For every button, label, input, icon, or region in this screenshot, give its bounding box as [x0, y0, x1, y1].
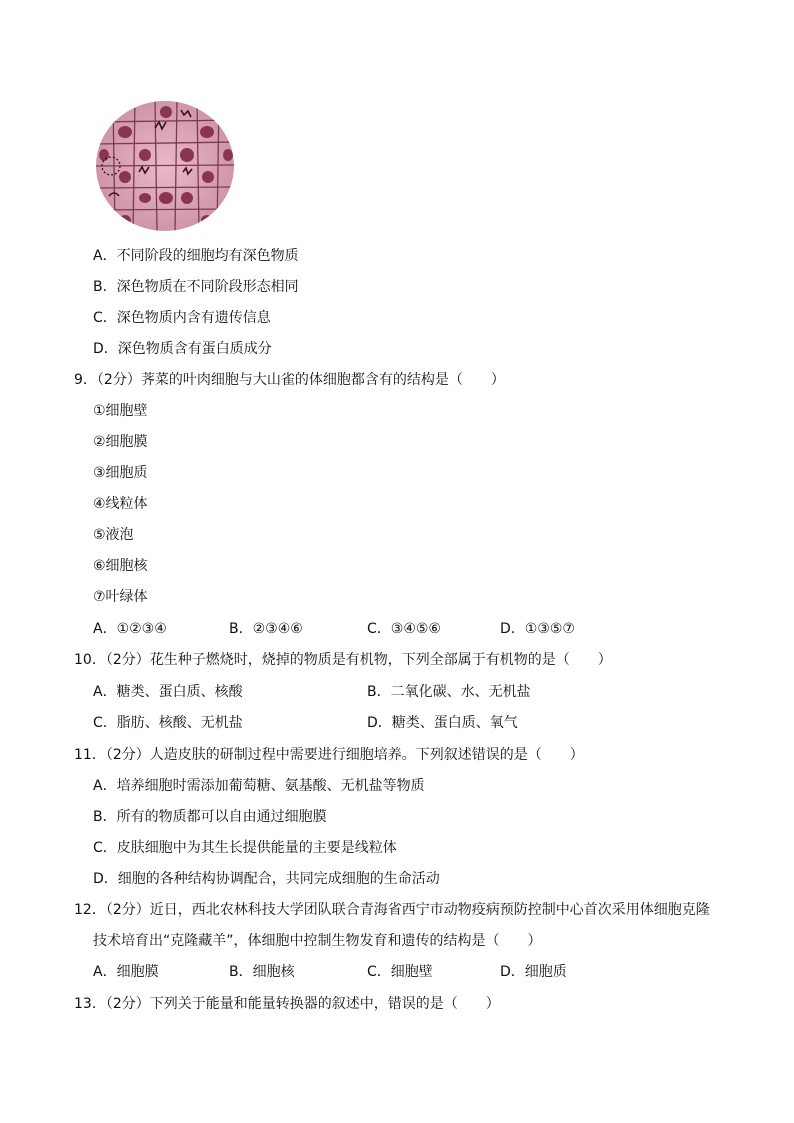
q9-item-4: ④线粒体 [93, 496, 148, 512]
q9-item-2: ②细胞膜 [93, 434, 148, 450]
q12-stem-line2: 技术培育出“克隆藏羊”，体细胞中控制生物发育和遗传的结构是（ ） [93, 933, 542, 949]
q12-option-d: D．细胞质 [500, 964, 567, 980]
q10-option-c: C．脂肪、核酸、无机盐 [93, 715, 243, 731]
q10-option-a: A．糖类、蛋白质、核酸 [93, 684, 243, 700]
q11-option-c: C．皮肤细胞中为其生长提供能量的主要是线粒体 [93, 840, 397, 856]
q8-option-b: B．深色物质在不同阶段形态相同 [93, 279, 299, 295]
q11-stem: 11．（2分）人造皮肤的研制过程中需要进行细胞培养。下列叙述错误的是（ ） [74, 747, 584, 763]
cell-micrograph-image [95, 100, 237, 232]
q9-option-d: D．①③⑤⑦ [500, 621, 575, 637]
cell-micrograph [95, 100, 237, 232]
q9-option-a: A．①②③④ [93, 621, 167, 637]
q11-option-a: A．培养细胞时需添加葡萄糖、氨基酸、无机盐等物质 [93, 778, 425, 794]
q9-stem: 9．（2分）荠菜的叶肉细胞与大山雀的体细胞都含有的结构是（ ） [74, 372, 505, 388]
q9-item-5: ⑤液泡 [93, 527, 134, 543]
q12-stem-line1: 12．（2分）近日，西北农林科技大学团队联合青海省西宁市动物疫病预防控制中心首次采用体细胞克隆 [74, 902, 710, 918]
q8-option-d: D．深色物质含有蛋白质成分 [93, 341, 272, 357]
q9-option-c: C．③④⑤⑥ [367, 621, 441, 637]
q9-item-7: ⑦叶绿体 [93, 589, 148, 605]
q12-option-a: A．细胞膜 [93, 964, 159, 980]
q12-option-b: B．细胞核 [229, 964, 295, 980]
q13-stem: 13．（2分）下列关于能量和能量转换器的叙述中，错误的是（ ） [74, 996, 500, 1012]
q9-item-1: ①细胞壁 [93, 403, 148, 419]
q9-option-b: B．②③④⑥ [229, 621, 303, 637]
q9-item-3: ③细胞质 [93, 465, 148, 481]
q11-option-d: D．细胞的各种结构协调配合，共同完成细胞的生命活动 [93, 871, 440, 887]
q10-option-d: D．糖类、蛋白质、氧气 [367, 715, 518, 731]
q12-option-c: C．细胞壁 [367, 964, 433, 980]
q11-option-b: B．所有的物质都可以自由通过细胞膜 [93, 809, 327, 825]
q8-option-a: A．不同阶段的细胞均有深色物质 [93, 248, 299, 264]
q8-option-c: C．深色物质内含有遗传信息 [93, 310, 271, 326]
q10-option-b: B．二氧化碳、水、无机盐 [367, 684, 531, 700]
q10-stem: 10．（2分）花生种子燃烧时，烧掉的物质是有机物，下列全部属于有机物的是（ ） [74, 652, 612, 668]
q9-item-6: ⑥细胞核 [93, 558, 148, 574]
